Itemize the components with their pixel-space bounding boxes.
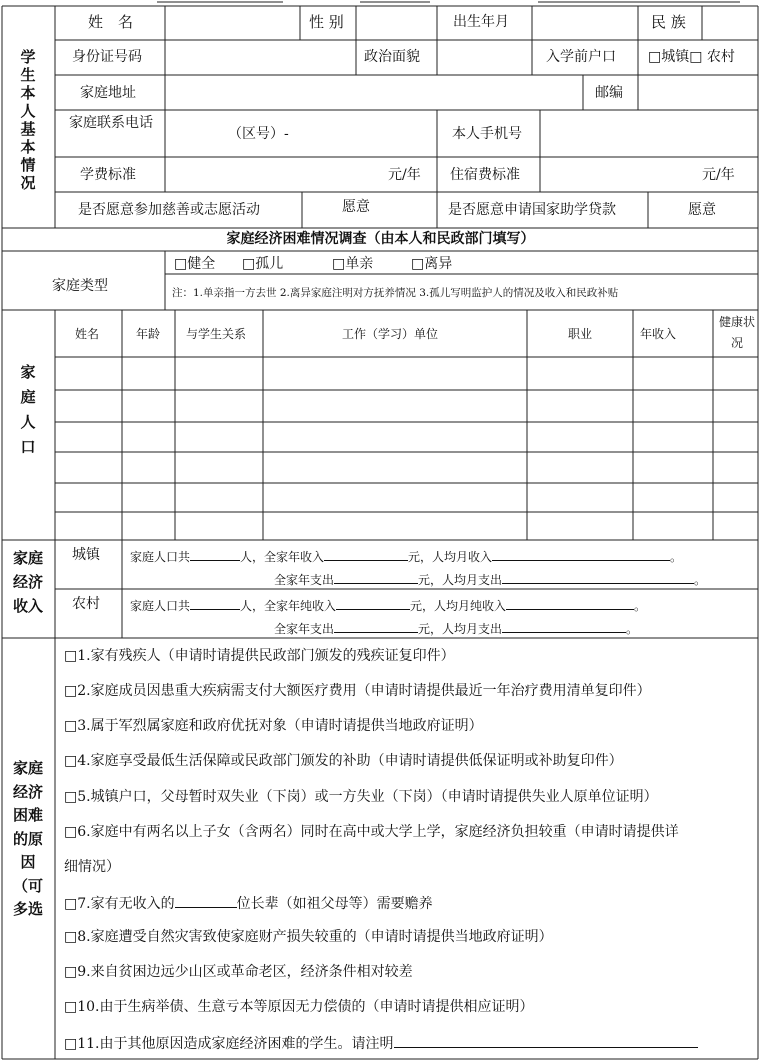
id-number-label: 身份证号码 [72, 49, 142, 65]
address-label: 家庭地址 [80, 85, 136, 101]
members-header-relation: 与学生关系 [186, 327, 247, 341]
gender-label: 性 别 [309, 13, 344, 31]
hukou-label: 入学前户口 [546, 49, 616, 65]
section-reasons-title: 家庭经济困难的原因（可多选 [12, 759, 43, 918]
urban-label: 城镇 [72, 547, 100, 563]
postcode-label: 邮编 [595, 85, 623, 101]
lodging-label: 住宿费标准 [450, 167, 520, 183]
section-economy-title: 家庭经济收入 [12, 549, 43, 615]
birth-label: 出生年月 [453, 14, 509, 30]
section-family-members-title: 家庭人口 [20, 363, 36, 456]
reason-item-11[interactable]: □11.由于其他原因造成家庭经济困难的学生。请注明 [64, 1033, 698, 1053]
members-header-income: 年收入 [640, 327, 677, 341]
tuition-unit: 元/年 [388, 167, 421, 183]
reason-item-7[interactable]: □7.家有无收入的 位长辈（如祖父母等）需要赡养 [64, 893, 433, 913]
political-status-label: 政治面貌 [364, 49, 420, 65]
tuition-label: 学费标准 [80, 167, 136, 183]
mobile-label: 本人手机号 [452, 126, 522, 142]
charity-value[interactable]: 愿意 [342, 199, 370, 215]
reason-item[interactable]: □1.家有残疾人（申请时请提供民政部门颁发的残疾证复印件） [64, 648, 455, 664]
charity-label: 是否愿意参加慈善或志愿活动 [78, 202, 260, 218]
lodging-unit: 元/年 [702, 167, 735, 183]
family-type-label: 家庭类型 [52, 278, 108, 294]
section-basic-info-title: 学生本人基本情况 [20, 48, 36, 192]
reason-item[interactable]: □4.家庭享受最低生活保障或民政部门颁发的补助（申请时请提供低保证明或补助复印件） [64, 753, 623, 769]
name-label: 姓 名 [88, 13, 134, 31]
loan-value[interactable]: 愿意 [688, 202, 716, 218]
reason-item[interactable]: □5.城镇户口，父母暂时双失业（下岗）或一方失业（下岗）（申请时请提供失业人原单位证明） [64, 789, 658, 805]
family-type-option[interactable]: □健全 [174, 256, 216, 272]
members-header-name: 姓名 [75, 327, 100, 341]
members-header-health: 健康状况 [719, 315, 756, 350]
reason-item[interactable]: □2.家庭成员因患重大疾病需支付大额医疗费用（申请时请提供最近一年治疗费用清单复印件） [64, 683, 651, 699]
ethnic-label: 民 族 [651, 13, 686, 31]
members-header-occupation: 职业 [568, 327, 593, 341]
reason-item[interactable]: □9.来自贫困边远少山区或革命老区，经济条件相对较差 [64, 964, 413, 980]
urban-line-1: 家庭人口共 人，全家年收入 元，人均月收入 。 [130, 546, 682, 566]
family-type-note: 注：1.单亲指一方去世 2.离异家庭注明对方抚养情况 3.孤儿写明监护人的情况及收入和民政补贴 [172, 287, 619, 299]
rural-label: 农村 [72, 596, 100, 612]
reason-item[interactable]: □8.家庭遭受自然灾害致使家庭财产损失较重的（申请时请提供当地政府证明） [64, 929, 553, 945]
reason-item-continued: 细情况） [64, 859, 120, 875]
reason-item[interactable]: □3.属于军烈属家庭和政府优抚对象（申请时请提供当地政府证明） [64, 718, 483, 734]
members-header-age: 年龄 [136, 327, 161, 341]
survey-title: 家庭经济困难情况调查（由本人和民政部门填写） [226, 231, 535, 247]
members-header-workplace: 工作（学习）单位 [342, 327, 439, 341]
home-phone-value: （区号）- [228, 126, 289, 142]
family-type-option[interactable]: □离异 [411, 256, 453, 272]
reason-item[interactable]: □10.由于生病举债、生意亏本等原因无力偿债的（申请时请提供相应证明） [64, 999, 534, 1015]
home-phone-label: 家庭联系电话 [69, 115, 153, 131]
rural-line-1: 家庭人口共 人，全家年纯收入 元，人均月纯收入 。 [130, 595, 646, 615]
reason-item[interactable]: □6.家庭中有两名以上子女（含两名）同时在高中或大学上学，家庭经济负担较重（申请时请提供详 [64, 824, 679, 840]
hukou-options[interactable]: □城镇□ 农村 [648, 49, 735, 65]
family-type-option[interactable]: □单亲 [332, 256, 374, 272]
loan-label: 是否愿意申请国家助学贷款 [448, 202, 616, 218]
urban-line-2: 全家年支出 元，人均月支出 。 [274, 569, 706, 589]
family-type-option[interactable]: □孤儿 [242, 256, 284, 272]
rural-line-2: 全家年支出 元，人均月支出 。 [274, 618, 638, 638]
